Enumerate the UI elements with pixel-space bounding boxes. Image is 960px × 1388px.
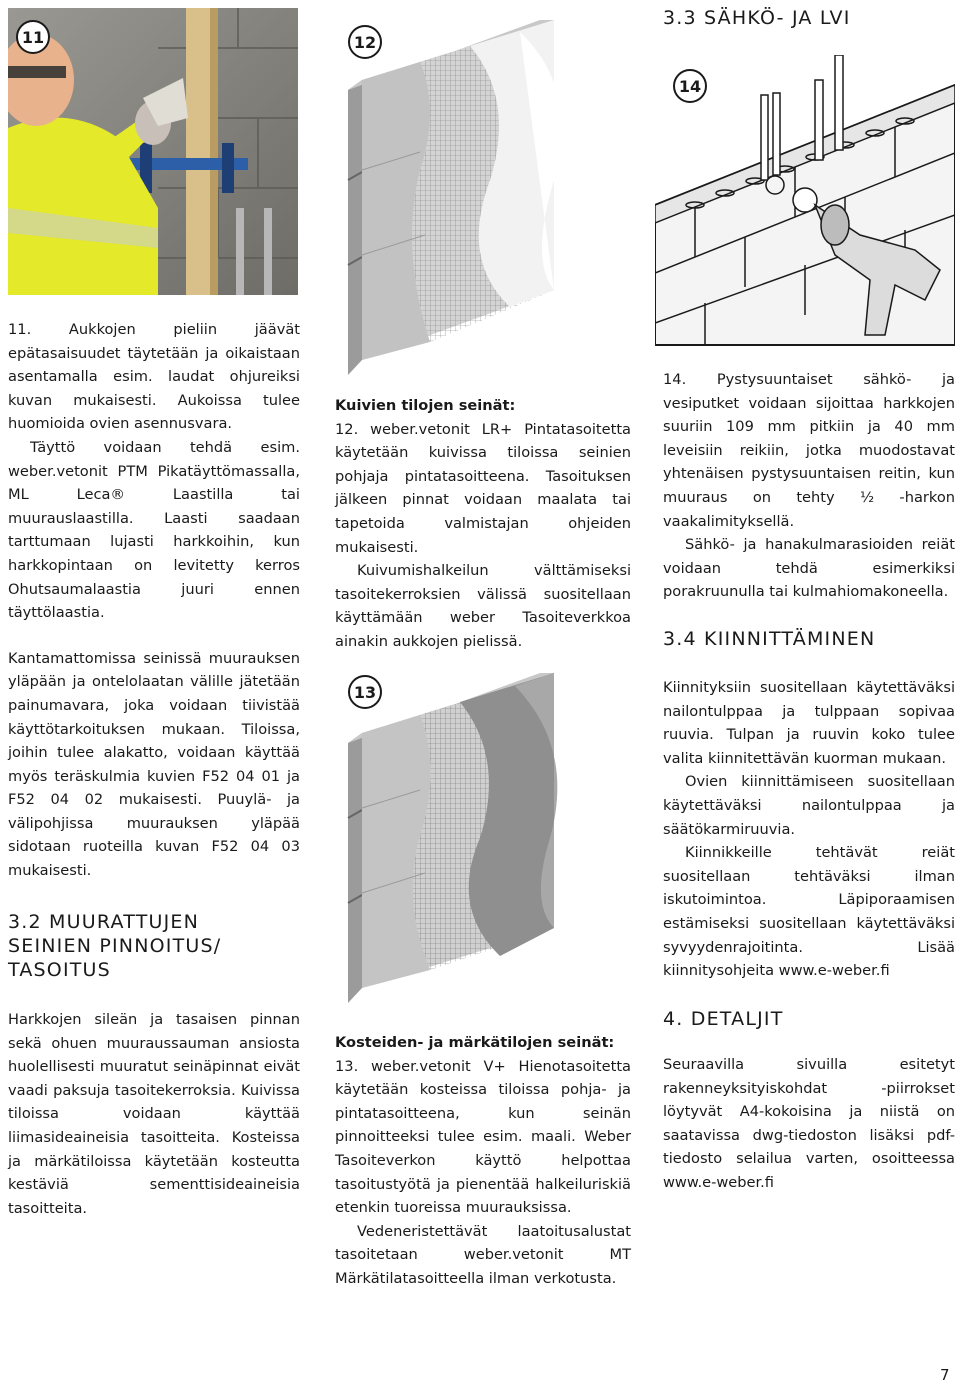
section-title-3-2 — [8, 910, 300, 982]
column-3-text-top — [663, 368, 955, 604]
paragraph-wall-plastering: Harkkojen sileän ja tasaisen pinnan sekä ohuen muuraussauman ansiosta huolellisesti muuratut seinäpinnat eivät vaadi paksuja tasoitekerroksia. Kuivissa tiloissa voidaan käyttää liimasideaineisia tasoitteita. Kosteissa ja märkätiloissa käytetään kosteutta kestäviä sementtisideaineisia tasoitteita. — [8, 1011, 300, 1217]
paragraph-door-fastening: Ovien kiinnittämiseen suositellaan käytettäväksi nailontulppaa ja säätökarmiruuvia. — [663, 773, 955, 838]
column-1-text — [8, 318, 300, 883]
paragraph-details: Seuraavilla sivuilla esitetyt rakenneyksityiskohdat -piirrokset löytyvät A4-kokoisina ja niistä on saatavissa dwg-tiedoston lisäksi pdf-tiedosto selailua varten, osoitteessa www.e-weber.fi — [663, 1056, 955, 1191]
section-title-3-2-line-2: SEINIEN PINNOITUS/ — [8, 935, 222, 957]
paragraph-filling: Täyttö voidaan tehdä esim. weber.vetonit PTM Pikatäyttömassalla, ML Leca® Laastilla tai muurauslaastilla. Laasti saadaan tarttumaan lujasti harkkoihin, kun harkkopintaan on levitetty kerros Ohutsaumalaastia juuri ennen täyttölaastia. — [8, 438, 300, 622]
paragraph-drilling: Kiinnikkeille tehtävät reiät suositellaan tehtäväksi ilman iskutoimintoa. Läpiporaamisen estämiseksi suositellaan käytettäväksi syvyydenrajoitinta. Lisää kiinnitysohjeita www.e-weber.fi — [663, 844, 955, 980]
photo-mason-filling-gap — [8, 8, 298, 295]
illustration-dry-room-plaster — [340, 20, 640, 375]
paragraph-fastening: Kiinnityksiin suositellaan käytettäväksi nailontulppaa ja tulppaan sopivaa ruuvia. Tulpan ja ruuvin koko tulee valita kiinnitettävän kuorman mukaan. — [663, 679, 955, 767]
column-3-text-fastening — [663, 676, 955, 983]
paragraph-14: 14. Pystysuuntaiset sähkö- ja vesiputket voidaan sijoittaa harkkojen suuriin 109 mm pitkiin ja 40 mm leveisiin reikiin, jotka muodostavat yhtenäisen pystysuuntaisen reitin, kun muuraus on tehty ½ -harkon vaakalimityksellä. — [663, 371, 955, 530]
paragraph-socket-holes: Sähkö- ja hanakulmarasioiden reiät voidaan tehdä esimerkiksi porakruunulla tai kulmahiomakoneella. — [663, 536, 955, 601]
column-2-text-bottom — [335, 1031, 631, 1291]
section-title-3-2-line-3: TASOITUS — [8, 959, 111, 981]
page-number: 7 — [940, 1366, 950, 1384]
paragraph-crack-prevention: Kuivumishalkeilun välttämiseksi tasoitekerroksien välissä suositellaan käyttämään weber Tasoiteverkkoa ainakin aukkojen pielissä. — [335, 562, 631, 650]
section-title-3-4: 3.4 KIINNITTÄMINEN — [663, 628, 876, 650]
figure-12-badge: 12 — [348, 25, 382, 59]
heading-wet-rooms: Kosteiden- ja märkätilojen seinät: — [335, 1034, 615, 1051]
illustration-pipes-in-block-wall — [655, 55, 955, 355]
heading-dry-rooms: Kuivien tilojen seinät: — [335, 397, 516, 414]
figure-13-badge: 13 — [348, 675, 382, 709]
paragraph-13: 13. weber.vetonit V+ Hienotasoitetta käytetään kosteissa tiloissa pohja- ja pintatasoitteena, kun seinän pinnoitteeksi tulee esim. maali. Weber Tasoiteverkon käyttö helpottaa tasoitustyötä ja pienentää halkeiluriskiä etenkin tuoreissa muurauksissa. — [335, 1057, 631, 1217]
figure-14-badge: 14 — [673, 69, 707, 103]
paragraph-11: 11. Aukkojen pieliin jäävät epätasaisuudet täytetään ja oikaistaan asentamalla esim. laudat ohjureiksi kuvan mukaisesti. Aukoissa tulee huomioida ovien asennusvara. — [8, 321, 300, 433]
paragraph-waterproofing: Vedeneristettävät laatoitusalustat tasoitetaan weber.vetonit MT Märkätilatasoitteella ilman verkotusta. — [335, 1222, 631, 1287]
illustration-wet-room-plaster — [340, 668, 640, 1023]
section-title-4: 4. DETALJIT — [663, 1008, 784, 1030]
paragraph-12: 12. weber.vetonit LR+ Pintatasoitetta käytetään kuivissa tiloissa seinien pohjaja pintatasoitteena. Tasoituksen jälkeen pinnat voidaan maalata tai tapetoida valmistajan ohjeiden mukaisesti. — [335, 420, 631, 556]
section-title-3-2-line-1: 3.2 MUURATTUJEN — [8, 911, 200, 933]
column-2-text-top — [335, 394, 631, 654]
paragraph-non-bearing-walls: Kantamattomissa seinissä muurauksen yläpään ja ontelolaatan välille jätetään painumavara, joka voidaan tiivistää käyttötarkoituksen mukaan. Tiloissa, joihin tulee alakatto, voidaan käyttää myös teräskulmia kuvien F52 04 01 ja F52 04 02 mukaisesti. Puuylä- ja välipohjissa muurauksen yläpää sidotaan ruoteilla kuvan F52 04 03 mukaisesti. — [8, 649, 300, 880]
page-header-title: 3.3 SÄHKÖ- JA LVI — [663, 7, 851, 29]
figure-11-badge: 11 — [16, 20, 50, 54]
